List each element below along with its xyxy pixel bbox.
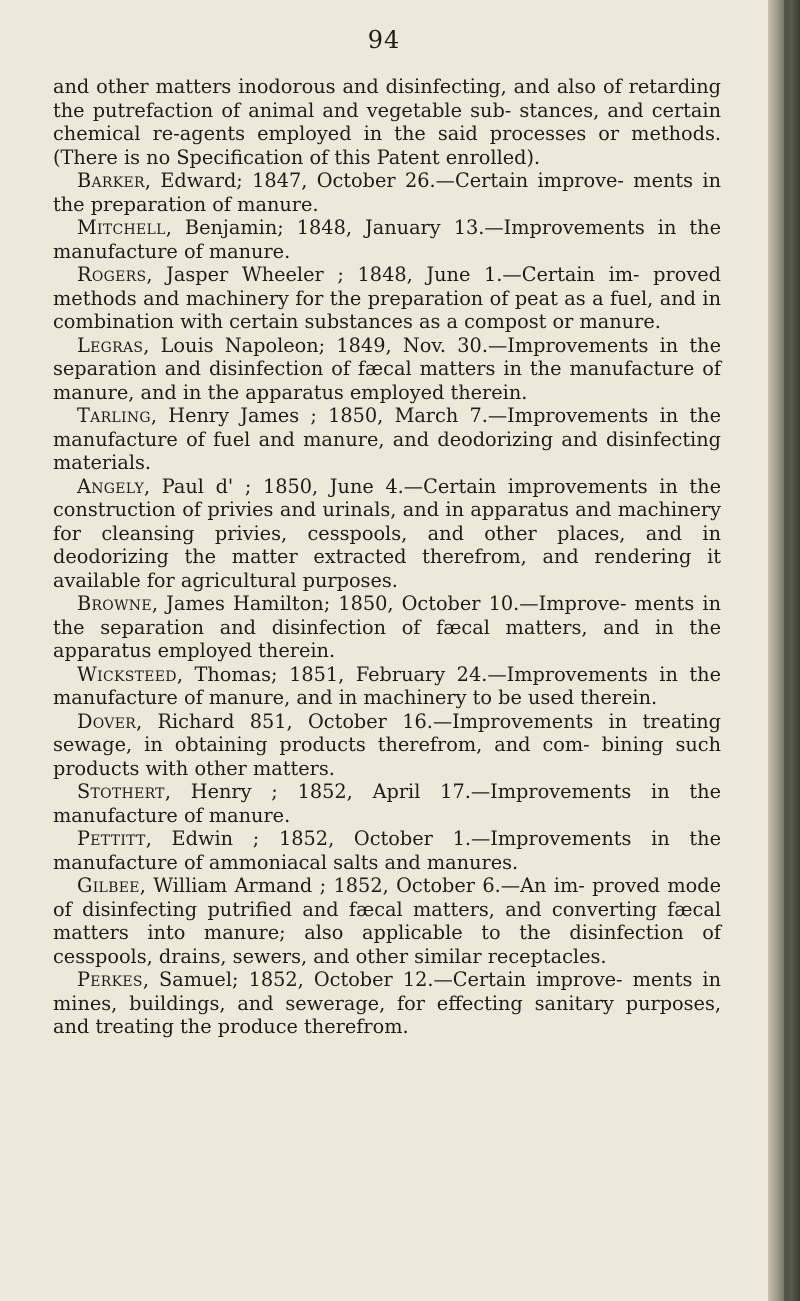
patent-details: , Henry ; 1852, April 17.—Improvements in the manufacture of manure.: [53, 780, 721, 827]
patent-list: [53, 75, 721, 1039]
patentee-surname: Gilbee: [77, 874, 140, 897]
patentee-surname: Tarling: [77, 404, 151, 427]
patent-details: , Edward; 1847, October 26.—Certain improve- ments in the preparation of manure.: [53, 169, 721, 216]
patent-entry: [53, 169, 721, 216]
patentee-surname: Wicksteed: [77, 662, 177, 686]
patent-entry: [53, 592, 721, 663]
patentee-surname: Dover: [77, 709, 137, 733]
patentee-surname: Rogers: [77, 263, 147, 286]
patentee-surname: Pettitt: [77, 827, 146, 850]
patent-entry: [53, 475, 721, 593]
patent-details: , Paul d' ; 1850, June 4.—Certain improvements in the construction of privies and urinals, and in apparatus and machinery for cleansing privies, cesspools, and other places, and in deodorizing the matter extracted therefrom, and rendering it available for agricultural purposes.: [53, 474, 721, 592]
patent-details: , William Armand ; 1852, October 6.—An im- proved mode of disinfecting putrified and fæcal matters, and converting fæcal matters into manure; also applicable to the disinfection of cesspools, drains, sewers, and other similar receptacles.: [53, 874, 721, 968]
patentee-surname: Angely: [77, 474, 145, 498]
patent-entry: [53, 263, 721, 334]
patent-entry: [53, 827, 721, 874]
continuation-paragraph: and other matters inodorous and disinfecting, and also of retarding the putrefaction of animal and vegetable sub- stances, and certain chemical re-agents employed in the said processes or methods. (There is no Specification of this Patent enrolled).: [53, 75, 721, 169]
patent-entry: [53, 404, 721, 475]
patent-entry: [53, 663, 721, 710]
patent-entry: [53, 216, 721, 263]
patent-details: , Samuel; 1852, October 12.—Certain improve- ments in mines, buildings, and sewerage, for effecting sanitary purposes, and treating the produce therefrom.: [53, 968, 721, 1038]
patentee-surname: Mitchell: [77, 216, 166, 239]
patent-entry: [53, 780, 721, 827]
patentee-surname: Perkes: [77, 968, 143, 991]
patent-entry: [53, 968, 721, 1039]
patent-details: , Edwin ; 1852, October 1.—Improvements in the manufacture of ammoniacal salts and manures.: [53, 827, 721, 874]
patent-details: , Jasper Wheeler ; 1848, June 1.—Certain im- proved methods and machinery for the preparation of peat as a fuel, and in combination with certain substances as a compost or manure.: [53, 263, 721, 333]
patent-entry: [53, 710, 721, 781]
patent-entry: [53, 874, 721, 968]
patent-entry: [53, 334, 721, 405]
patent-details: , Henry James ; 1850, March 7.—Improvements in the manufacture of fuel and manure, and deodorizing and disinfecting materials.: [53, 404, 721, 474]
patent-details: , Thomas; 1851, February 24.—Improvements in the manufacture of manure, and in machinery to be used therein.: [53, 662, 721, 709]
patentee-surname: Legras: [77, 333, 144, 357]
patent-details: , Louis Napoleon; 1849, Nov. 30.—Improvements in the separation and disinfection of fæcal matters in the manufacture of manure, and in the apparatus employed therein.: [53, 333, 721, 404]
patentee-surname: Browne: [77, 592, 152, 615]
page-number: 94: [367, 26, 401, 54]
spine-stripe: [784, 0, 790, 1301]
patentee-surname: Stothert: [77, 780, 165, 803]
patent-details: , James Hamilton; 1850, October 10.—Improve- ments in the separation and disinfection of fæcal matters, and in the apparatus employed therein.: [53, 592, 721, 662]
patentee-surname: Barker: [77, 169, 145, 192]
patent-details: , Benjamin; 1848, January 13.—Improvements in the manufacture of manure.: [53, 216, 721, 263]
patent-details: , Richard 851, October 16.—Improvements in treating sewage, in obtaining products therefrom, and com- bining such products with other matters.: [53, 709, 721, 780]
